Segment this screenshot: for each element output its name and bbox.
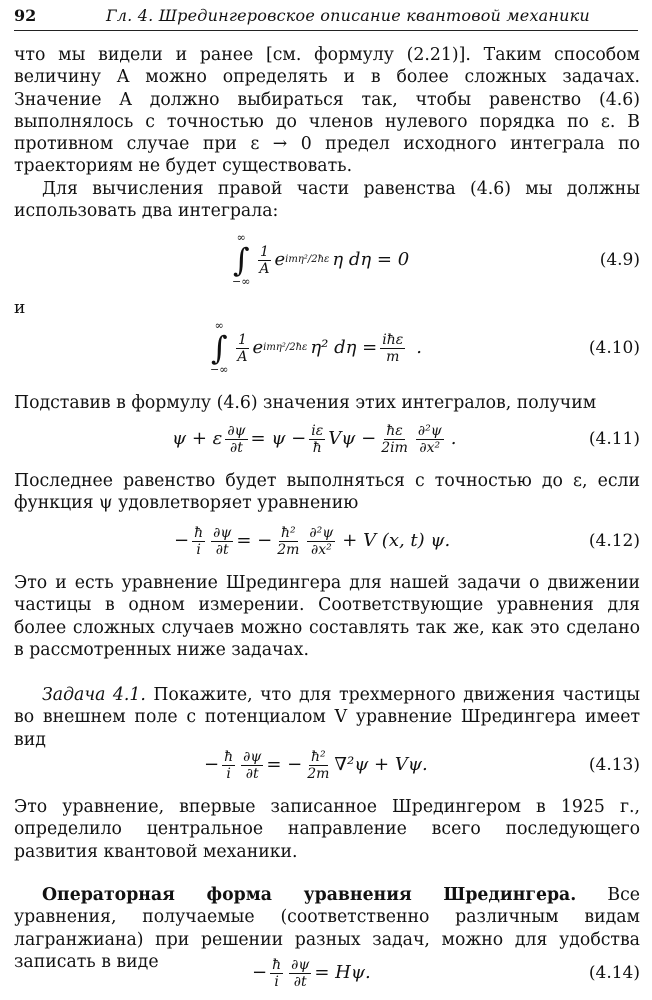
derivative-numerator: ∂ψ: [227, 422, 246, 439]
equation-4-11: [14, 418, 640, 460]
paragraph-2: Для вычисления правой части равенства (4.6) мы должны использовать два интеграла:: [14, 179, 640, 222]
page-header: [14, 4, 638, 31]
derivative-denominator: ∂t: [215, 541, 229, 558]
time-derivative: [211, 525, 233, 558]
integral-sign: ∞ ∫ −∞: [210, 319, 229, 376]
equation-4-14: [14, 952, 640, 994]
equation-number: (4.13): [588, 755, 640, 775]
fraction-denominator: A: [259, 260, 270, 277]
connector-word: и: [14, 298, 26, 318]
rhs-denominator: m: [386, 348, 400, 365]
coefficient-numerator: ħ: [272, 956, 282, 973]
equation-number: (4.11): [588, 429, 640, 449]
rhs-fraction: [380, 332, 405, 365]
equation-middle: = −: [236, 530, 273, 551]
coefficient-numerator: ħ²: [311, 748, 326, 765]
paragraph-1: что мы видели и ранее [см. формулу (2.21)]. Таким способом величину A можно определять и в более сложных задачах. Значение A должно выбираться так, чтобы равенство (4.6) выполнялось с точностью до членов нулевого порядка по ε. В противном случае при ε → 0 предел исходного интеграла по траекториям не будет существовать.: [14, 45, 640, 177]
coefficient-2: [379, 423, 410, 456]
fraction-denominator: A: [237, 348, 248, 365]
section-heading: Операторная форма уравнения Шредингера.: [42, 885, 577, 905]
integral-lower-limit: −∞: [210, 363, 229, 376]
derivative-denominator: ∂x²: [419, 439, 441, 456]
equation-sign: −: [204, 754, 220, 775]
exponential-base: e: [252, 337, 264, 358]
paragraph-6: Это уравнение, впервые записанное Шредингером в 1925 г., определило центральное направление всего последующего развития квантовой механики.: [14, 797, 640, 862]
equation-middle: = −: [266, 754, 303, 775]
problem-text: Покажите, что для трехмерного движения частицы во внешнем поле с потенциалом V уравнение Шредингера имеет вид: [14, 685, 640, 750]
equation-end: .: [416, 337, 422, 358]
equation-4-13: [14, 744, 640, 786]
section-text: Все уравнения, получаемые (соответственно различным видам лагранжиана) при решении разных задач, можно для удобства записать в виде: [14, 885, 640, 972]
equation-rest: η dη = 0: [332, 249, 410, 270]
equation-sign: −: [252, 962, 268, 983]
equation-middle-2: Vψ −: [328, 428, 377, 449]
coefficient-denominator: i: [226, 765, 231, 782]
equation-number: (4.10): [588, 338, 640, 358]
equation-4-10: [14, 320, 640, 376]
exponential-base: e: [274, 249, 286, 270]
coefficient-numerator: ħ²: [281, 524, 296, 541]
integral-sign: ∞ ∫ −∞: [232, 231, 251, 288]
time-derivative: [289, 957, 311, 990]
paragraph-3: Подставив в формулу (4.6) значения этих интегралов, получим: [14, 393, 597, 413]
coefficient-2: [275, 525, 301, 558]
derivative-numerator: ∂ψ: [291, 956, 310, 973]
derivative-numerator: ∂ψ: [213, 524, 232, 541]
derivative-numerator: ∂²ψ: [417, 422, 442, 439]
equation-4-10-body: [210, 320, 422, 376]
equation-number: (4.14): [588, 963, 640, 983]
derivative-denominator: ∂t: [229, 439, 243, 456]
integral-upper-limit: ∞: [214, 319, 224, 332]
exponent: imη²/2ħε: [263, 342, 308, 353]
derivative-denominator: ∂x²: [310, 541, 332, 558]
coefficient-numerator: iε: [311, 422, 324, 439]
coefficient-numerator: ħ: [194, 524, 204, 541]
equation-end: ∇²ψ + Vψ.: [334, 754, 428, 775]
problem-4-1: [14, 684, 640, 751]
equation-4-14-body: [252, 952, 371, 994]
second-derivative: [307, 525, 335, 558]
equation-4-9: [14, 232, 640, 288]
paragraph-5: Это и есть уравнение Шредингера для нашей задачи о движении частицы в одном измерении. Соответствующие уравнения для более сложных случаев можно составлять так же, как это сделано в рассмотренных ниже задачах.: [14, 573, 640, 660]
equation-4-12: [14, 520, 640, 562]
coefficient-denominator: 2m: [277, 541, 300, 558]
equation-4-12-body: [174, 520, 450, 562]
coefficient-denominator: 2m: [307, 765, 330, 782]
rhs-numerator: iħε: [382, 331, 404, 348]
equation-lhs: ψ + ε: [172, 428, 223, 449]
page-number: 92: [14, 6, 37, 25]
coefficient-denominator: i: [196, 541, 201, 558]
equation-number: (4.9): [599, 250, 640, 270]
coefficient-numerator: ħ: [224, 748, 234, 765]
coefficient-2: [305, 749, 331, 782]
derivative-numerator: ∂²ψ: [309, 524, 334, 541]
coefficient-1: [222, 749, 235, 782]
running-head: Гл. 4. Шредингеровское описание квантовой механики: [106, 6, 590, 25]
derivative-numerator: ∂ψ: [243, 748, 262, 765]
fraction-numerator: 1: [237, 331, 247, 348]
fraction-numerator: 1: [259, 243, 269, 260]
time-derivative: [225, 423, 247, 456]
problem-label: Задача 4.1.: [42, 685, 146, 705]
coefficient-denominator: i: [274, 973, 279, 990]
coefficient-1: [192, 525, 205, 558]
equation-end: .: [450, 428, 457, 449]
coefficient-1: [309, 423, 325, 456]
equation-end: + V (x, t) ψ.: [342, 530, 451, 551]
paragraph-4: Последнее равенство будет выполняться с точностью до ε, если функция ψ удовлетворяет уравнению: [14, 471, 640, 514]
exponent: imη²/2ħε: [285, 254, 330, 265]
integral-lower-limit: −∞: [232, 275, 251, 288]
equation-4-13-body: [204, 744, 428, 786]
equation-4-9-body: [232, 232, 409, 288]
equation-4-11-body: [172, 418, 456, 460]
equation-end: = Hψ.: [314, 962, 371, 983]
equation-middle-1: = ψ −: [250, 428, 307, 449]
time-derivative: [241, 749, 263, 782]
fraction: [235, 332, 249, 365]
coefficient-denominator: ħ: [312, 439, 322, 456]
coefficient-numerator: ħε: [386, 422, 403, 439]
equation-sign: −: [174, 530, 190, 551]
coefficient-1: [270, 957, 283, 990]
derivative-denominator: ∂t: [245, 765, 259, 782]
equation-rest: η² dη =: [310, 337, 378, 358]
fraction: [257, 244, 271, 277]
derivative-denominator: ∂t: [293, 973, 307, 990]
second-derivative: [416, 423, 444, 456]
integral-upper-limit: ∞: [236, 231, 246, 244]
coefficient-denominator: 2im: [381, 439, 408, 456]
equation-number: (4.12): [588, 531, 640, 551]
